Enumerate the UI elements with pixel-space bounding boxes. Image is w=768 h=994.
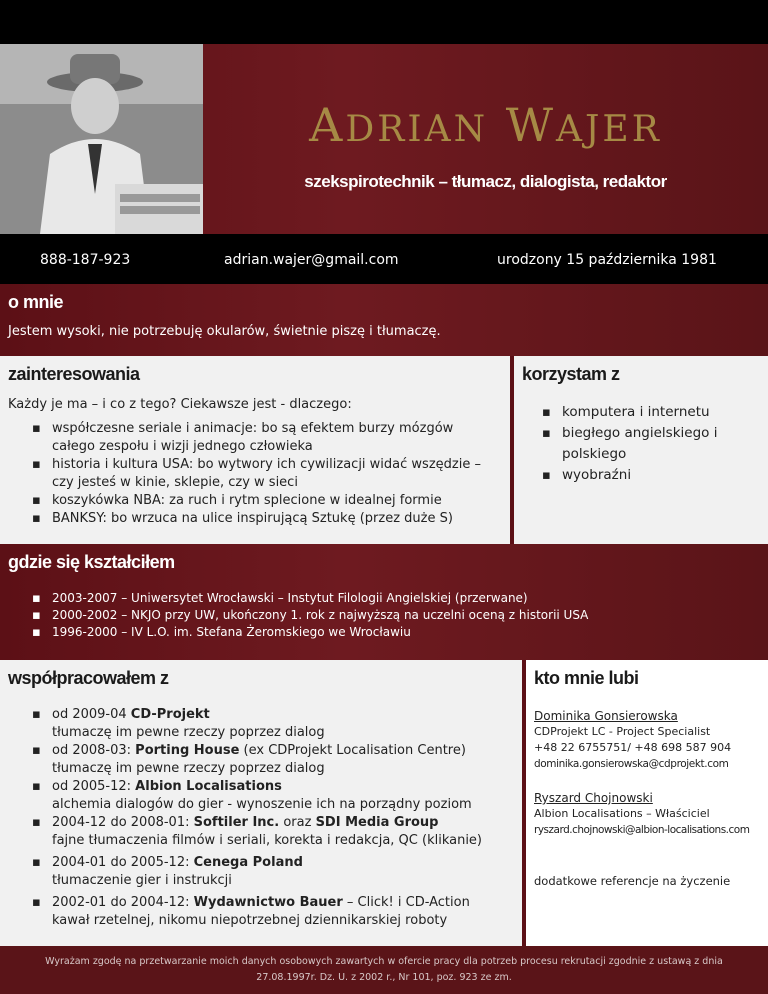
footer-line-1: Wyrażam zgodę na przetwarzanie moich danych osobowych zawartych w ofercie pracy dla potrzeb procesu rekrutacji zgodnie z ustawą z dnia: [45, 956, 723, 967]
interest-item: ▪ współczesne seriale i animacje: bo są efektem burzy mózgów całego zespołu i wizji jednego człowieka: [30, 420, 500, 456]
footer-consent: [0, 946, 768, 994]
work-description: fajne tłumaczenia filmów i seriali, korekta i redakcja, QC (klikanie): [52, 833, 483, 848]
name-heading: [203, 98, 768, 152]
profile-photo-illustration: [0, 44, 203, 234]
name-first-rest: DRIAN: [345, 109, 489, 150]
education-section: [0, 544, 768, 660]
subtitle: szekspirotechnik – tłumacz, dialogista, redaktor: [304, 172, 667, 191]
interests-row: [0, 356, 768, 544]
uses-panel: [514, 356, 768, 544]
work-description: tłumaczenie gier i instrukcji: [52, 873, 232, 888]
education-item: ▪ 2003-2007 – Uniwersytet Wrocławski – Instytut Filologii Angielskiej (przerwane): [30, 590, 750, 607]
uses-item: ▪ wyobraźni: [540, 465, 750, 486]
name-first-initial: A: [309, 98, 346, 152]
reference-entry: [534, 708, 766, 772]
reference-phone: +48 22 6755751/ +48 698 587 904: [534, 741, 732, 754]
reference-role: CDProjekt LC - Project Specialist: [534, 725, 711, 738]
profile-photo: [0, 44, 203, 234]
interest-item: ▪ koszykówka NBA: za ruch i rytm splecione w idealnej formie: [30, 492, 500, 510]
company-name: Cenega Poland: [193, 855, 303, 870]
company-name: CD-Projekt: [130, 707, 210, 722]
footer-line-2: 27.08.1997r. Dz. U. z 2002 r., Nr 101, poz. 923 ze zm.: [256, 972, 512, 983]
reference-email[interactable]: dominika.gonsierowska@cdprojekt.com: [534, 758, 729, 770]
education-item: ▪ 2000-2002 – NKJO przy UW, ukończony 1. rok z najwyższą na uczelni oceną z historii USA: [30, 607, 750, 624]
interest-item: ▪ historia i kultura USA: bo wytwory ich cywilizacji widać wszędzie – czy jesteś w kinie, sklepie, czy w sieci: [30, 456, 500, 492]
name-last-rest: AJER: [556, 109, 662, 150]
interest-item: ▪ BANKSY: bo wrzuca na ulice inspirującą Sztukę (przez duże S): [30, 510, 500, 528]
uses-item: ▪ biegłego angielskiego i polskiego: [540, 423, 750, 465]
reference-entry: [534, 790, 766, 838]
company-name: SDI Media Group: [315, 815, 439, 830]
interests-intro: Każdy je ma – i co z tego? Ciekawsze jest - dlaczego:: [8, 397, 352, 412]
company-name: Softiler Inc.: [193, 815, 280, 830]
name-last-initial: W: [505, 98, 556, 152]
birth-date-text: urodzony 15 października 1981: [497, 252, 717, 268]
work-item: ▪ 2004-01 do 2005-12: Cenega Poland tłumaczenie gier i instrukcji: [30, 854, 520, 890]
about-section: [0, 284, 768, 356]
reference-name: Ryszard Chojnowski: [534, 791, 653, 805]
reference-name: Dominika Gonsierowska: [534, 709, 678, 723]
work-item: ▪ 2004-12 do 2008-01: Softiler Inc. oraz SDI Media Group fajne tłumaczenia filmów i seriali, korekta i redakcja, QC (klikanie): [30, 814, 520, 850]
references-title: kto mnie lubi: [534, 668, 639, 688]
interests-list: [30, 420, 500, 528]
uses-item: ▪ komputera i internetu: [540, 402, 750, 423]
work-description: tłumaczę im pewne rzeczy poprzez dialog: [52, 725, 325, 740]
work-item: ▪ od 2008-03: Porting House (ex CDProjekt Localisation Centre) tłumaczę im pewne rzeczy poprzez dialog: [30, 742, 520, 778]
about-text: Jestem wysoki, nie potrzebuję okularów, świetnie piszę i tłumaczę.: [8, 324, 441, 339]
reference-role: Albion Localisations – Właściciel: [534, 807, 710, 820]
interests-title: zainteresowania: [8, 364, 140, 384]
education-item: ▪ 1996-2000 – IV L.O. im. Stefana Żeromskiego we Wrocławiu: [30, 624, 750, 641]
uses-list: [540, 402, 750, 486]
work-item: ▪ od 2009-04 CD-Projekt tłumaczę im pewne rzeczy poprzez dialog: [30, 706, 520, 742]
work-description: tłumaczę im pewne rzeczy poprzez dialog: [52, 761, 325, 776]
work-description: kawał rzetelnej, nikomu niepotrzebnej dziennikarskiej roboty: [52, 913, 448, 928]
work-row: [0, 660, 768, 946]
work-panel: [0, 660, 522, 946]
work-list: [30, 706, 520, 930]
header-banner: [0, 44, 768, 234]
work-description: alchemia dialogów do gier - wynoszenie ich na porządny poziom: [52, 797, 472, 812]
work-item: ▪ 2002-01 do 2004-12: Wydawnictwo Bauer – Click! i CD-Action kawał rzetelnej, nikomu niepotrzebnej dziennikarskiej roboty: [30, 894, 520, 930]
contact-bar: [0, 246, 768, 276]
references-note: dodatkowe referencje na życzenie: [534, 874, 731, 888]
work-title: współpracowałem z: [8, 668, 169, 688]
interests-panel: [0, 356, 510, 544]
uses-title: korzystam z: [522, 364, 620, 384]
company-name: Wydawnictwo Bauer: [193, 895, 343, 910]
education-title: gdzie się kształciłem: [8, 552, 175, 572]
phone-text: 888-187-923: [40, 252, 131, 268]
reference-email[interactable]: ryszard.chojnowski@albion-localisations.com: [534, 824, 750, 836]
work-item: ▪ od 2005-12: Albion Localisations alchemia dialogów do gier - wynoszenie ich na porządny poziom: [30, 778, 520, 814]
company-name: Albion Localisations: [135, 779, 282, 794]
email-link[interactable]: adrian.wajer@gmail.com: [224, 252, 399, 268]
education-list: [30, 590, 750, 641]
references-panel: [526, 660, 768, 946]
company-name: Porting House: [135, 743, 240, 758]
about-title: o mnie: [8, 292, 64, 312]
